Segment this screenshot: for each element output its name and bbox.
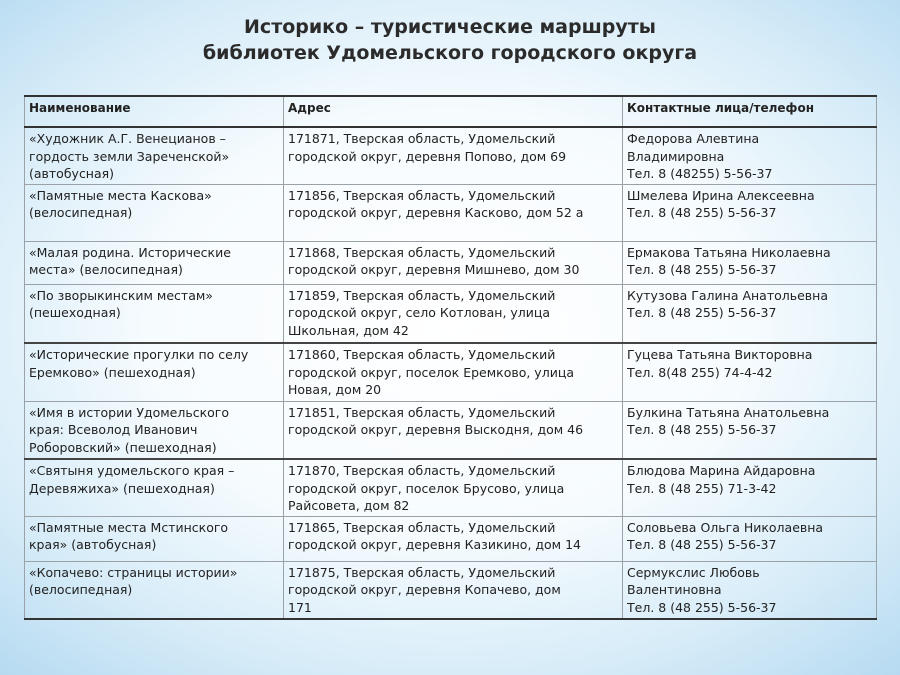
routes-table (24, 95, 877, 620)
route-contact: Шмелева Ирина Алексеевна Тел. 8 (48 255) 5-56-37 (623, 184, 877, 241)
slide-title (0, 14, 900, 66)
table-row (25, 284, 877, 343)
route-name: «Исторические прогулки по селу Еремково» (пешеходная) (25, 343, 284, 401)
route-name: «Памятные места Мстинского края» (автобусная) (25, 516, 284, 561)
header-contact: Контактные лица/телефон (623, 96, 877, 127)
route-address: 171856, Тверская область, Удомельский городской округ, деревня Касково, дом 52 а (284, 184, 623, 241)
route-contact: Федорова Алевтина Владимировна Тел. 8 (48255) 5-56-37 (623, 127, 877, 184)
route-name: «Копачево: страницы истории» (велосипедная) (25, 561, 284, 619)
route-contact: Булкина Татьяна Анатольевна Тел. 8 (48 255) 5-56-37 (623, 401, 877, 459)
route-contact: Ермакова Татьяна Николаевна Тел. 8 (48 255) 5-56-37 (623, 241, 877, 284)
route-name: «Малая родина. Исторические места» (велосипедная) (25, 241, 284, 284)
table-row (25, 343, 877, 401)
route-contact: Сермукслис Любовь Валентиновна Тел. 8 (48 255) 5-56-37 (623, 561, 877, 619)
route-address: 171868, Тверская область, Удомельский городской округ, деревня Мишнево, дом 30 (284, 241, 623, 284)
route-address: 171865, Тверская область, Удомельский городской округ, деревня Казикино, дом 14 (284, 516, 623, 561)
table-header-row (25, 96, 877, 127)
table-row (25, 459, 877, 516)
route-name: «Памятные места Каскова» (велосипедная) (25, 184, 284, 241)
table-row (25, 516, 877, 561)
route-contact: Гуцева Татьяна Викторовна Тел. 8(48 255) 74-4-42 (623, 343, 877, 401)
route-address: 171870, Тверская область, Удомельский городской округ, поселок Брусово, улица Райсовета, дом 82 (284, 459, 623, 516)
header-address: Адрес (284, 96, 623, 127)
route-name: «Святыня удомельского края – Деревяжиха» (пешеходная) (25, 459, 284, 516)
route-address: 171859, Тверская область, Удомельский городской округ, село Котлован, улица Школьная, дом 42 (284, 284, 623, 343)
route-name: «Художник А.Г. Венецианов – гордость земли Зареченской» (автобусная) (25, 127, 284, 184)
header-name: Наименование (25, 96, 284, 127)
route-address: 171875, Тверская область, Удомельский городской округ, деревня Копачево, дом 171 (284, 561, 623, 619)
route-name: «По зворыкинским местам» (пешеходная) (25, 284, 284, 343)
table-row (25, 561, 877, 619)
table-row (25, 401, 877, 459)
route-address: 171871, Тверская область, Удомельский городской округ, деревня Попово, дом 69 (284, 127, 623, 184)
table-row (25, 127, 877, 184)
table-row (25, 184, 877, 241)
route-name: «Имя в истории Удомельского края: Всеволод Иванович Роборовский» (пешеходная) (25, 401, 284, 459)
route-address: 171860, Тверская область, Удомельский городской округ, поселок Еремково, улица Новая, дом 20 (284, 343, 623, 401)
route-contact: Блюдова Марина Айдаровна Тел. 8 (48 255) 71-3-42 (623, 459, 877, 516)
title-line-1: Историко – туристические маршруты (244, 16, 656, 38)
route-contact: Кутузова Галина Анатольевна Тел. 8 (48 255) 5-56-37 (623, 284, 877, 343)
route-contact: Соловьева Ольга Николаевна Тел. 8 (48 255) 5-56-37 (623, 516, 877, 561)
table-row (25, 241, 877, 284)
route-address: 171851, Тверская область, Удомельский городской округ, деревня Выскодня, дом 46 (284, 401, 623, 459)
title-line-2: библиотек Удомельского городского округа (202, 42, 698, 64)
